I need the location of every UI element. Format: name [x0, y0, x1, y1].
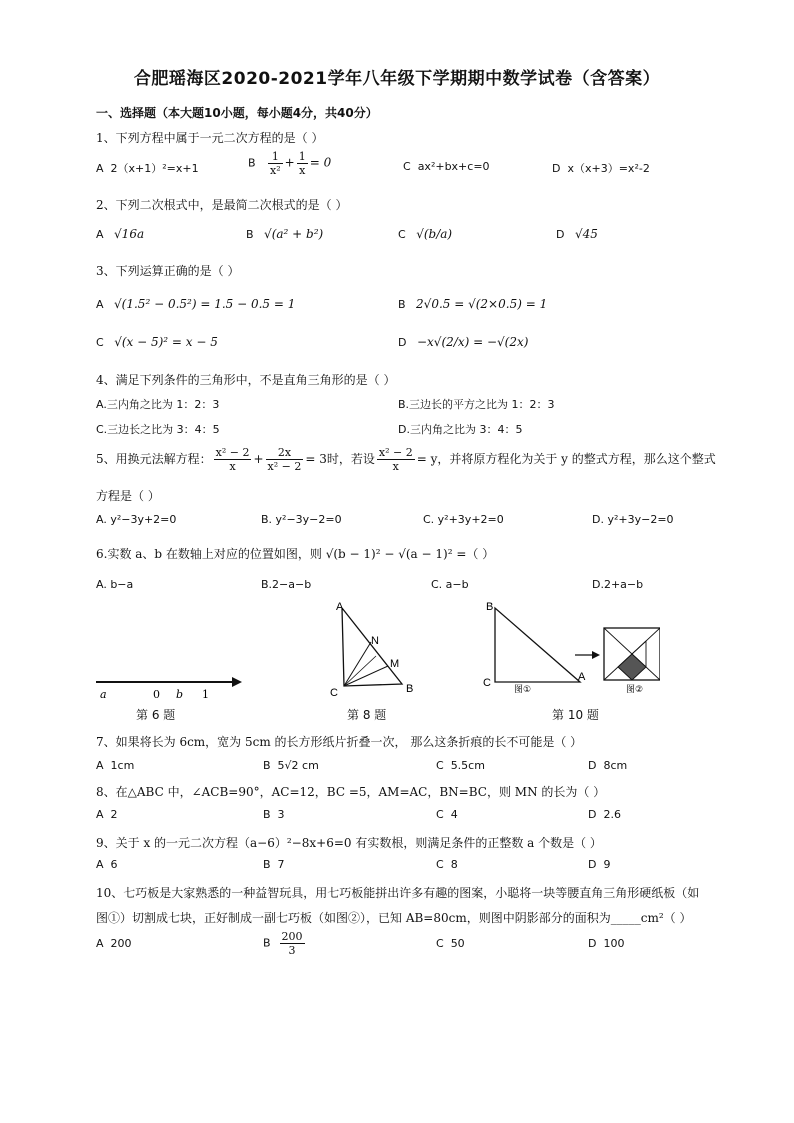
q1-option-d: D x（x+3）=x²-2: [552, 162, 650, 175]
figure-6-number-line: [94, 670, 244, 702]
q10-option-c: C 50: [436, 937, 465, 950]
q9-option-c: C 8: [436, 858, 458, 871]
figure-2-label: 图②: [626, 685, 644, 695]
vertex-b: B: [406, 683, 414, 695]
figure-1-label: 图①: [514, 685, 532, 695]
label-a: a: [100, 688, 107, 701]
figure-6-caption: 第 6 题: [136, 708, 176, 722]
figure-8-triangle: [326, 598, 426, 698]
section-heading: 一、选择题（本大题10小题，每小题4分，共40分）: [96, 106, 378, 120]
q8-option-c: C 4: [436, 808, 458, 821]
q6-option-a: A. b−a: [96, 578, 134, 591]
q9-option-d: D 9: [588, 858, 611, 871]
question-2-stem: 2、下列二次根式中，是最简二次根式的是（ ）: [96, 198, 348, 212]
q3-option-b: B 2√0.5 = √(2×0.5) = 1: [398, 297, 548, 311]
vertex-a-10: A: [578, 671, 586, 683]
q3-option-d: D −x√(2/x) = −√(2x): [398, 335, 529, 349]
q7-option-c: C 5.5cm: [436, 759, 485, 772]
q7-option-a: A 1cm: [96, 759, 135, 772]
q2-option-d: D √45: [556, 227, 598, 241]
question-8-stem: 8、在△ABC 中，∠ACB=90°，AC=12，BC =5，AM=AC，BN=BC，则 MN 的长为（ ）: [96, 785, 606, 799]
q7-option-b: B 5√2 cm: [263, 759, 319, 772]
q6-option-b: B.2−a−b: [261, 578, 312, 591]
question-4-stem: 4、满足下列条件的三角形中，不是直角三角形的是（ ）: [96, 373, 396, 387]
vertex-c: C: [330, 687, 338, 698]
question-1-stem: 1、下列方程中属于一元二次方程的是（ ）: [96, 131, 324, 145]
vertex-c-10: C: [483, 677, 491, 689]
question-9-stem: 9、关于 x 的一元二次方程（a−6）²−8x+6=0 有实数根，则满足条件的正整数 a 个数是（ ）: [96, 836, 602, 850]
question-5-line2: 方程是（ ）: [96, 489, 160, 503]
figure-10-caption: 第 10 题: [552, 708, 599, 722]
q3-option-a: A √(1.5² − 0.5²) = 1.5 − 0.5 = 1: [96, 297, 296, 311]
question-6-stem: 6.实数 a、b 在数轴上对应的位置如图，则 √(b − 1)² − √(a − 1)² =（ ）: [96, 547, 495, 561]
right-arrow-icon: [592, 651, 600, 659]
label-b: b: [176, 688, 184, 701]
q4-option-a: A.三内角之比为 1：2：3: [96, 398, 220, 411]
q5-option-c: C. y²+3y+2=0: [423, 513, 504, 526]
q2-option-c: C √(b/a): [398, 227, 453, 241]
vertex-a: A: [336, 601, 344, 613]
vertex-b-10: B: [486, 601, 494, 613]
q9-option-b: B 7: [263, 858, 285, 871]
q4-option-b: B.三边长的平方之比为 1：2：3: [398, 398, 555, 411]
label-zero: 0: [153, 688, 160, 701]
q4-option-d: D.三内角之比为 3：4：5: [398, 423, 523, 436]
page-title: 合肥瑶海区2020-2021学年八年级下学期期中数学试卷（含答案）: [133, 69, 661, 89]
point-n: N: [371, 635, 379, 647]
q6-option-c: C. a−b: [431, 578, 469, 591]
q8-option-b: B 3: [263, 808, 285, 821]
q2-option-a: A √16a: [96, 227, 145, 241]
figure-10-tangram: [480, 600, 660, 695]
question-7-stem: 7、如果将长为 6cm，宽为 5cm 的长方形纸片折叠一次， 那么这条折痕的长不可能是（ ）: [96, 735, 583, 749]
tangram-line-1: [604, 628, 632, 654]
q10-option-d: D 100: [588, 937, 625, 950]
q8-option-a: A 2: [96, 808, 118, 821]
question-5-stem: 5、用换元法解方程： $\frac{\text{x² − 2}}{x}$ + $\frac{2x}{\text{x² − 2}}$ = 3时，若设 $\frac{\text{x² − 2}}{x}$ = y，并将原方程化为关于 y 的整式方程，那么这个整式: [96, 446, 716, 473]
q1-option-a: A 2（x+1）²=x+1: [96, 162, 199, 175]
q10-option-b: B $\frac{200}{3}$: [263, 930, 303, 957]
question-10-line1: 10、七巧板是大家熟悉的一种益智玩具，用七巧板能拼出许多有趣的图案，小聪将一块等腰直角三角形硬纸板（如: [96, 886, 700, 900]
q8-option-d: D 2.6: [588, 808, 621, 821]
isosceles-right-triangle: [495, 608, 580, 682]
q1-option-c: C ax²+bx+c=0: [403, 160, 490, 173]
q10-option-a: A 200: [96, 937, 132, 950]
figure-8-caption: 第 8 题: [347, 708, 387, 722]
q4-option-c: C.三边长之比为 3：4：5: [96, 423, 220, 436]
q5-option-b: B. y²−3y−2=0: [261, 513, 342, 526]
q2-option-b: B √(a² + b²): [246, 227, 324, 241]
q6-option-d: D.2+a−b: [592, 578, 644, 591]
q9-option-a: A 6: [96, 858, 118, 871]
q3-option-c: C √(x − 5)² = x − 5: [96, 335, 218, 349]
q7-option-d: D 8cm: [588, 759, 628, 772]
arrow-icon: [232, 677, 242, 687]
q5-option-d: D. y²+3y−2=0: [592, 513, 674, 526]
q1-option-b: B $\frac{1}{\text{x²}}$ + $\frac{1}{x}$ = 0: [248, 150, 332, 177]
q5-option-a: A. y²−3y+2=0: [96, 513, 177, 526]
point-m: M: [390, 658, 400, 670]
question-3-stem: 3、下列运算正确的是（ ）: [96, 264, 240, 278]
label-one: 1: [202, 688, 209, 701]
shaded-region: [618, 654, 646, 680]
question-10-line2: 图①）切割成七块，正好制成一副七巧板（如图②），已知 AB=80cm，则图中阴影部分的面积为_____cm²（ ）: [96, 911, 692, 925]
